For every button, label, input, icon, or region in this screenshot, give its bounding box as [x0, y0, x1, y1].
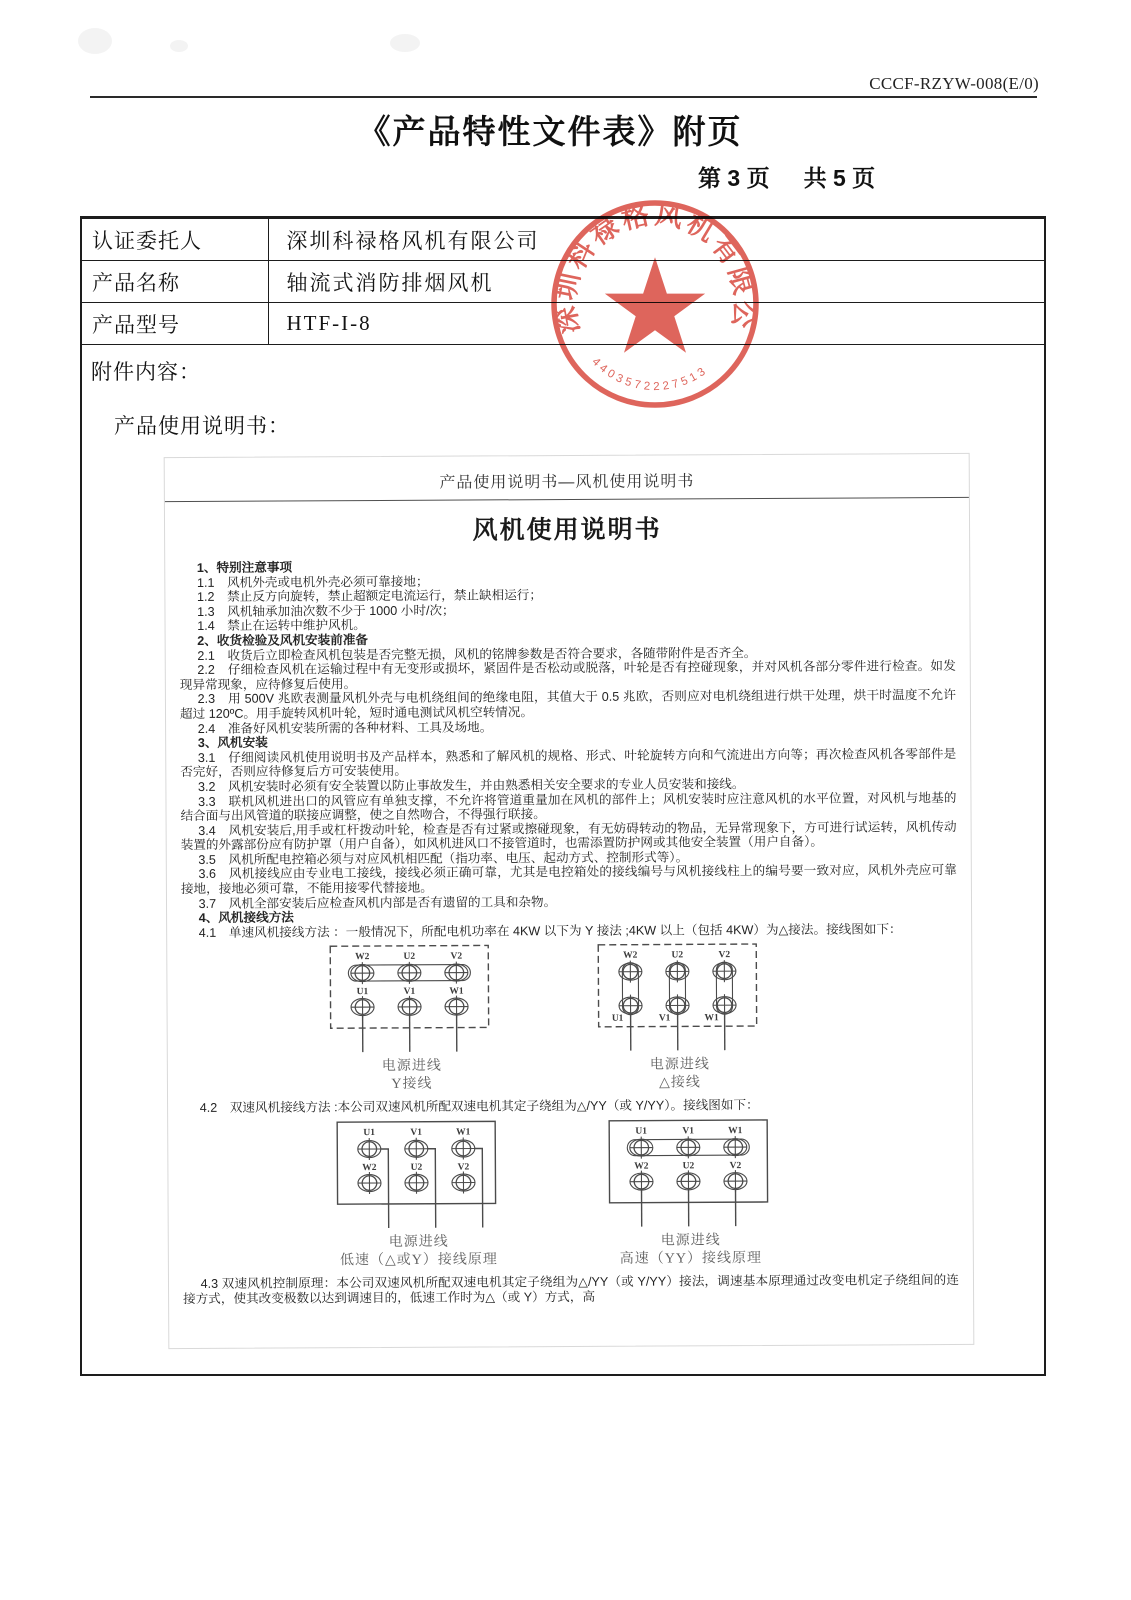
manual-paragraph-text: 4.3 双速风机控制原理：本公司双速风机所配双速电机其定子绕组为△/YY（或 Y/YY）接法，调速基本原理通过改变电机定子绕组间的连接方式，使其改变极数以达到调速目的，低速工作时为△（或 Y）方式，高	[183, 1272, 960, 1306]
row-value: 轴流式消防排烟风机	[268, 261, 1044, 303]
terminal-label: V1	[403, 987, 416, 998]
wiring-diagram	[593, 941, 766, 1093]
terminal-box-figure	[593, 941, 766, 1054]
stamp-serial: 4403572227513	[589, 355, 711, 394]
manual-paragraph-text: 3.7 风机全部安装后应检查风机内部是否有遗留的工具和杂物。	[198, 894, 557, 911]
row-value: HTF-I-8	[268, 303, 1044, 345]
terminal-box-figure	[332, 1118, 505, 1231]
manual-paragraph-text: 2.1 收货后立即检查风机包装是否完整无损，风机的铭牌参数是否符合要求，各随带附件是否齐全。	[197, 645, 757, 663]
row-value: 深圳科禄格风机有限公司	[268, 219, 1044, 261]
terminal-label: W2	[634, 1161, 649, 1172]
terminal-label: U2	[682, 1161, 695, 1172]
terminal-label: V1	[682, 1126, 695, 1137]
caption-power-inlet: 电源进线	[381, 1059, 442, 1075]
terminal-label: U2	[410, 1162, 423, 1173]
wiring-diagram	[604, 1117, 777, 1269]
manual-paragraph-text: 4.2 双速风机接线方法 :本公司双速风机所配双速电机其定子绕组为△/YY（或 Y/YY）。接线图如下：	[199, 1098, 759, 1116]
info-table	[82, 218, 1044, 345]
manual-paragraph-text: 1.1 风机外壳或电机外壳必须可靠接地；	[196, 574, 429, 590]
terminal-label: V2	[718, 950, 731, 961]
caption-connection-type: Y接线	[391, 1077, 433, 1093]
diagram-caption	[594, 1056, 766, 1093]
manual-body	[179, 557, 957, 940]
diagram-caption	[333, 1233, 505, 1270]
terminal-box-figure	[604, 1117, 777, 1230]
manual-paragraph	[183, 1273, 959, 1306]
diagram-caption	[605, 1232, 777, 1269]
scan-artifact	[78, 28, 112, 54]
manual-paragraph-text: 3.2 风机安装时必须有安全装置以防止事故发生，并由熟悉相关安全要求的专业人员安装和接线。	[197, 776, 745, 794]
wiring-diagram	[325, 943, 498, 1095]
manual-paragraph-text: 4.1 单速风机接线方法 ：一般情况下，所配电机功率在 4KW 以下为 Y 接法 ;4KW 以上（包括 4KW）为△接法。接线图如下：	[198, 922, 902, 940]
manual-paragraph-text: 1.4 禁止在运转中维护风机。	[197, 618, 366, 634]
terminal-label: W2	[362, 1163, 377, 1174]
terminal-label: U2	[403, 952, 416, 963]
page-indicator	[698, 160, 998, 193]
manual-title: 风机使用说明书	[472, 515, 662, 545]
terminal-label: W2	[355, 952, 370, 963]
terminal-label: W1	[456, 1127, 471, 1138]
terminal-label: U2	[671, 950, 684, 961]
caption-power-inlet: 电源进线	[660, 1233, 721, 1249]
manual-paragraph-text: 3.4 风机安装后,用手或杠杆拨动叶轮，检查是否有过紧或擦碰现象，有无妨碍转动的物品，无异常现象下，方可进行试运转，风机传动装置的外露部份应有防护罩（用户自备），如风机进风口不接管道时，也需添置防护网或其他安全装置（用户自备）。	[180, 819, 957, 853]
manual-section-heading: 2、收货检验及风机安装前准备	[197, 633, 369, 648]
manual-header: 产品使用说明书—风机使用说明书	[439, 473, 695, 492]
terminal-label: U1	[356, 987, 369, 998]
manual-paragraph-text: 3.1 仔细阅读风机使用说明书及产品样本，熟悉和了解风机的规格、形式、叶轮旋转方向和气流进出方向等；再次检查风机各零部件是否完好，否则应待修复后方可安装使用。	[180, 746, 957, 780]
terminal-label: U1	[635, 1126, 648, 1137]
page-total: 共 5 页	[803, 165, 876, 191]
manual-paragraph-text: 3.5 风机所配电控箱必须与对应风机相匹配（指功率、电压、起动方式、控制形式等）。	[198, 850, 689, 867]
scan-artifact	[390, 34, 420, 52]
manual-page	[164, 453, 975, 1349]
diagram-caption	[326, 1058, 498, 1095]
page-title: 《产品特性文件表》附页	[357, 113, 743, 150]
terminal-label: W1	[449, 986, 464, 998]
terminal-label: W1	[704, 1013, 719, 1024]
terminal-label: U1	[611, 1014, 624, 1025]
terminal-label: V1	[410, 1127, 423, 1138]
terminal-label: V2	[457, 1162, 470, 1173]
terminal-label: W2	[623, 951, 638, 962]
wiring-set-single-speed	[167, 941, 924, 1096]
doc-number: CCCF-RZYW-008(E/0)	[869, 74, 1039, 93]
manual-paragraph-text: 3.6 风机接线应由专业电工接线，接线必须正确可靠，尤其是电控箱处的接线编号与风机接线柱上的编号要一致对应，风机外壳应可靠接地，接地必须可靠，不能用接零代替接地。	[180, 863, 957, 897]
terminal-label: V1	[658, 1013, 671, 1024]
manual-paragraph-text: 2.3 用 500V 兆欧表测量风机外壳与电机绕组间的绝缘电阻，其值大于 0.5 兆欧，否则应对电机绕组进行烘干处理，烘干时温度不允许超过 120ºC。用手旋转风机叶轮，短时通电测试风机空转情况。	[179, 688, 956, 721]
manual-paragraph-text: 1.3 风机轴承加油次数不少于 1000 小时/次；	[197, 603, 455, 619]
table-row	[82, 219, 1044, 261]
manual-paragraph	[182, 1097, 958, 1116]
header-rule	[90, 96, 1037, 98]
terminal-box-figure	[325, 943, 498, 1056]
manual-paragraph-text: 2.4 准备好风机安装所需的各种材料、工具及场地。	[197, 719, 493, 736]
row-label: 产品型号	[82, 303, 268, 345]
manual-paragraph-text: 3.3 联机风机进出口的风管应有单独支撑，不允许将管道重量加在风机的部件上；风机安装时应注意风机的水平位置，对风机与地基的结合面与出风管道的联接应调整，使之自然吻合，不得强行联接。	[180, 790, 957, 824]
row-label: 产品名称	[82, 261, 268, 303]
caption-power-inlet: 电源进线	[388, 1234, 449, 1250]
wiring-set-dual-speed	[168, 1116, 941, 1271]
row-label: 认证委托人	[82, 219, 268, 261]
scan-artifact	[170, 40, 188, 52]
stamp-company-text: 深圳科禄格风机有限公	[550, 199, 760, 337]
caption-power-inlet: 电源进线	[649, 1057, 710, 1074]
table-row	[82, 303, 1044, 345]
attachment-item: 产品使用说明书：	[114, 415, 290, 438]
attachment-label: 附件内容：	[91, 361, 201, 384]
caption-connection-type: △接线	[659, 1075, 701, 1091]
caption-connection-type: 低速（△或Y）接线原理	[339, 1252, 498, 1269]
caption-connection-type: 高速（YY）接线原理	[619, 1251, 763, 1267]
terminal-label: W1	[728, 1126, 743, 1137]
terminal-label: V2	[729, 1161, 742, 1172]
terminal-label: U1	[363, 1128, 376, 1139]
manual-divider	[165, 497, 969, 502]
manual-section-heading: 3、风机安装	[197, 735, 268, 751]
wiring-diagram	[332, 1118, 505, 1270]
page-current: 第 3 页	[698, 165, 770, 191]
table-row	[82, 261, 1044, 303]
manual-paragraph-text: 1.2 禁止反方向旋转，禁止超额定电流运行，禁止缺相运行；	[196, 588, 543, 605]
manual-paragraph-text: 2.2 仔细检查风机在运输过程中有无变形或损坏，紧固件是否松动或脱落，叶轮是否有控碰现象，并对风机各部分零件进行检查。如发现异常现象，应待修复后使用。	[179, 659, 956, 692]
terminal-label: V2	[450, 951, 463, 963]
manual-section-heading: 4、风机接线方法	[198, 910, 294, 926]
manual-section-heading: 1、特别注意事项	[196, 560, 293, 575]
